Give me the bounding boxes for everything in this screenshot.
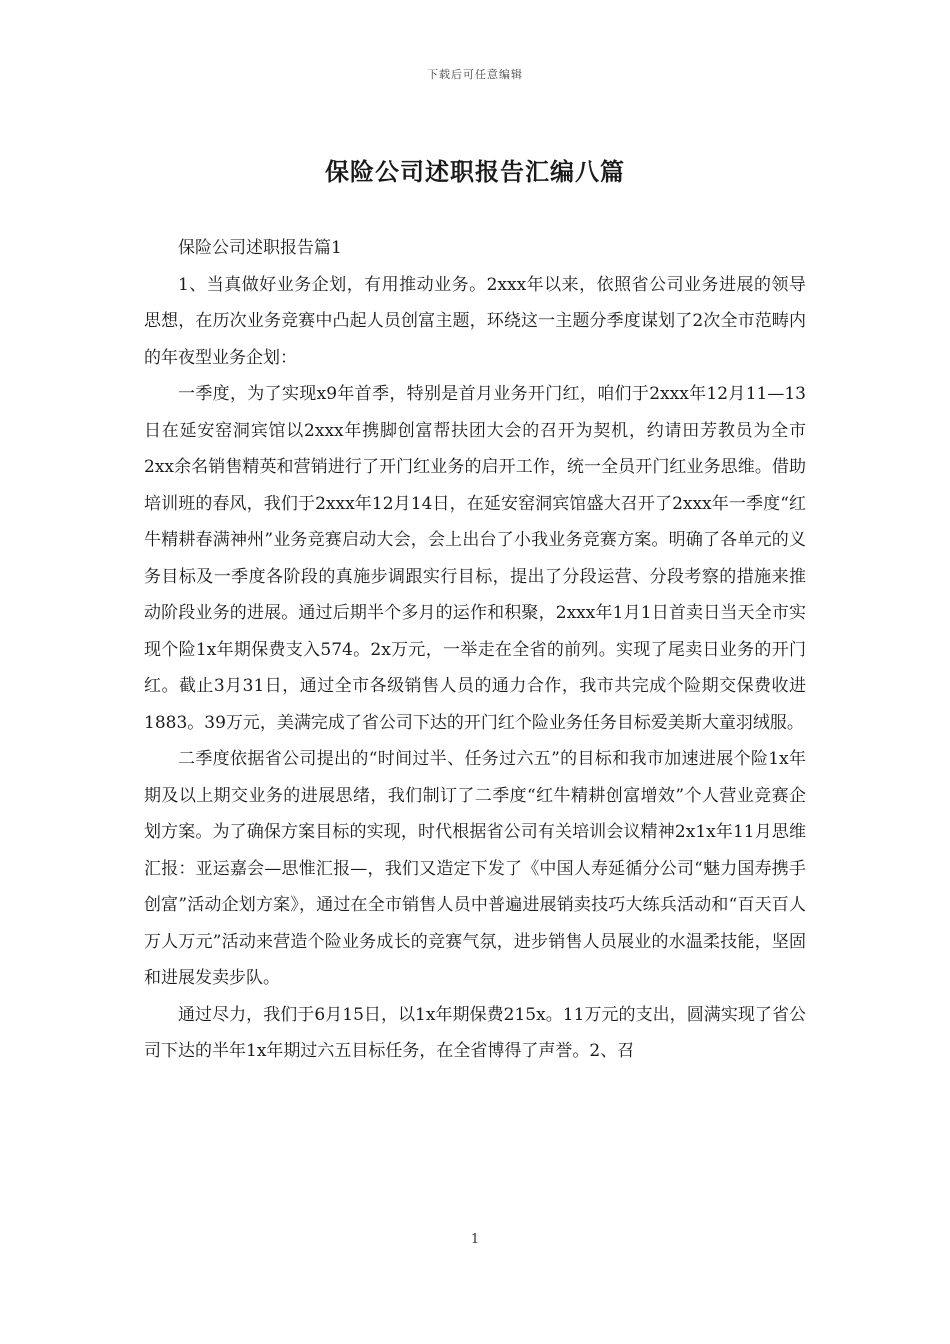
paragraph-4: 通过尽力，我们于6月15日，以1x年期保费215x。11万元的支出，圆满实现了省公司下达的半年1x年期过六五目标任务，在全省博得了声誉。2、召 — [144, 1004, 806, 1061]
document-body — [144, 230, 806, 1070]
header-note: 下载后可任意编辑 — [427, 68, 523, 81]
paragraph-3: 二季度依据省公司提出的“时间过半、任务过六五”的目标和我市加速进展个险1x年期及以上期交业务的进展思绪，我们制订了二季度“红牛精耕创富增效”个人营业竞赛企划方案。为了确保方案目标的实现，时代根据省公司有关培训会议精神2x1x年11月思维汇报：亚运嘉会—思惟汇报—，我们又造定下发了《中国人寿延循分公司“魅力国寿携手创富”活动企划方案》，通过在全市销售人员中普遍进展销卖技巧大练兵活动和“百天百人万人万元”活动来营造个险业务成长的竞赛气氛，进步销售人员展业的水温柔技能，坚固和进展发卖步队。 — [144, 749, 806, 988]
paragraph-2: 一季度，为了实现x9年首季，特别是首月业务开门红，咱们于2xxx年12月11—13日在延安窑洞宾馆以2xxx年携脚创富帮扶团大会的召开为契机，约请田芳教员为全市2xx余名销售精英和营销进行了开门红业务的启开工作，统一全员开门红业务思维。借助培训班的春风，我们于2xxx年12月14日，在延安窑洞宾馆盛大召开了2xxx年一季度“红牛精耕春满神州”业务竞赛启动大会，会上出台了小我业务竞赛方案。明确了各单元的义务目标及一季度各阶段的真施步调跟实行目标，提出了分段运营、分段考察的措施来推动阶段业务的进展。通过后期半个多月的运作和积聚，2xxx年1月1日首卖日当天全市实现个险1x年期保费支入574。2x万元，一举走在全省的前列。实现了尾卖日业务的开门红。截止3月31日，通过全市各级销售人员的通力合作，我市共完成个险期交保费收进1883。39万元，美满完成了省公司下达的开门红个险业务任务目标爱美斯大童羽绒服。 — [144, 384, 807, 733]
paragraph-1: 1、当真做好业务企划，有用推动业务。2xxx年以来，依照省公司业务进展的领导思想，在历次业务竞赛中凸起人员创富主题，环绕这一主题分季度谋划了2次全市范畴内的年夜型业务企划： — [144, 274, 806, 368]
page-number: 1 — [470, 1232, 480, 1247]
document-title: 保险公司述职报告汇编八篇 — [325, 157, 625, 186]
section-heading: 保险公司述职报告篇1 — [178, 238, 342, 258]
